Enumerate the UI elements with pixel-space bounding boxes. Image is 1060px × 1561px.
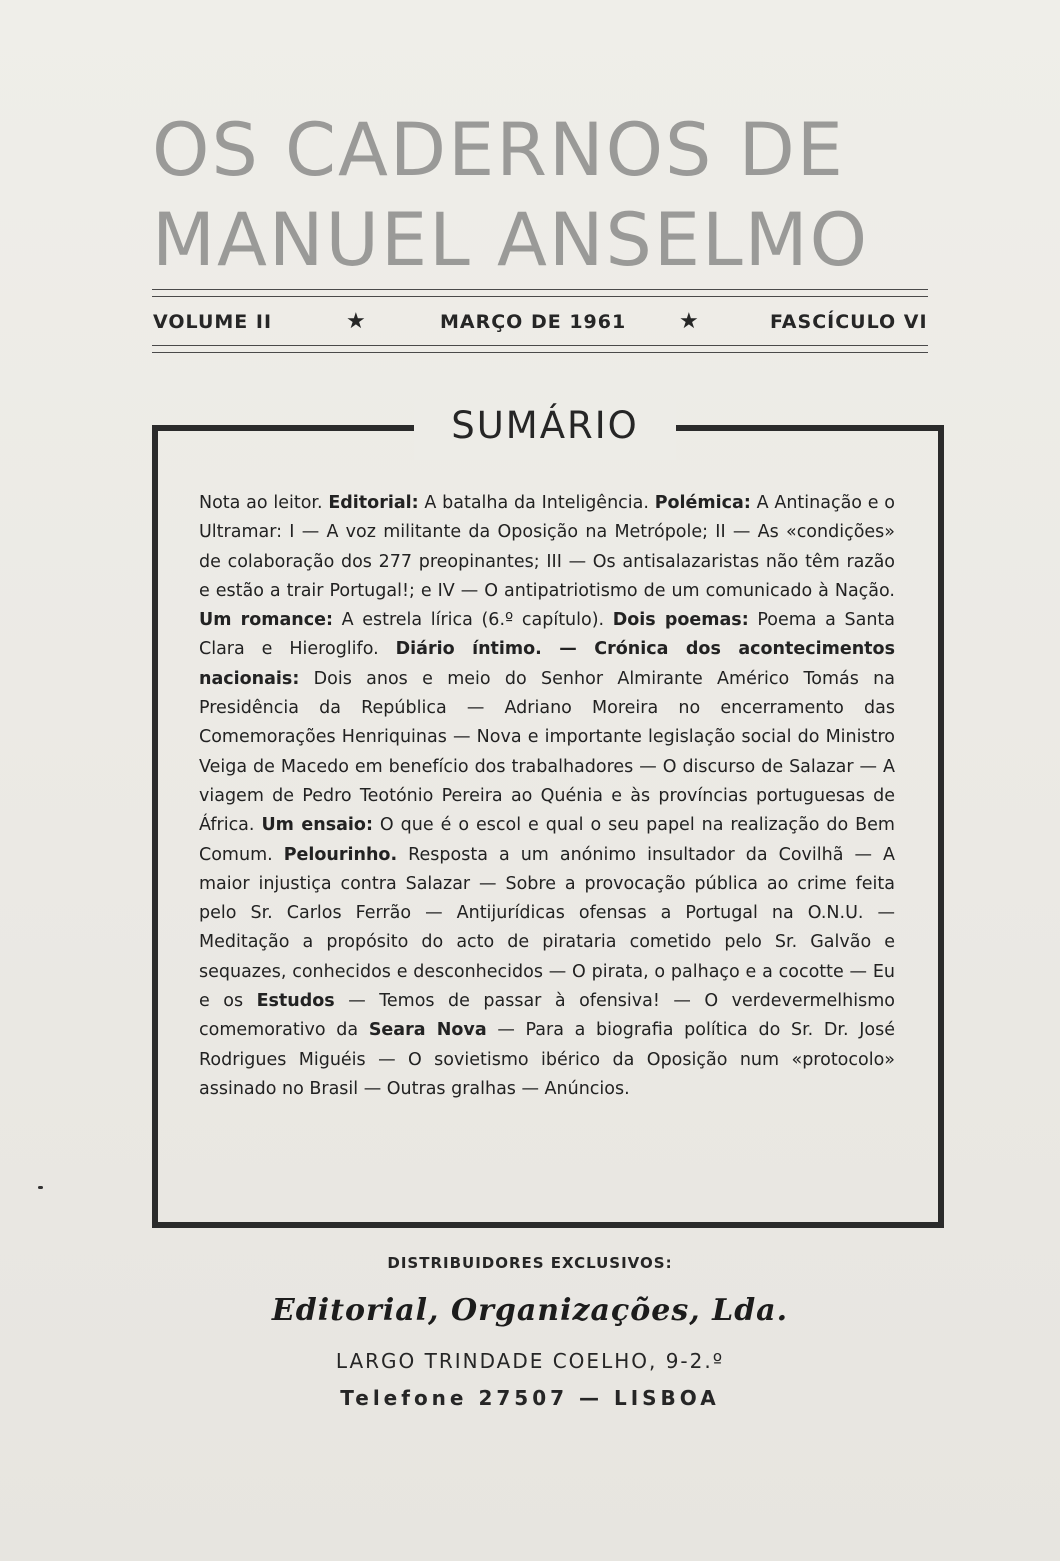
star-icon: ★ (346, 309, 366, 334)
summary-segment: O que é o escol e qual o seu papel na realização do Bem Comum. (199, 815, 895, 865)
distributors-label: DISTRIBUIDORES EXCLUSIVOS: (387, 1254, 673, 1272)
star-icon: ★ (679, 309, 699, 334)
summary-section-label: Estudos (256, 991, 335, 1012)
summary-heading: SUMÁRIO (451, 404, 639, 447)
summary-section-label: Polémica: (654, 493, 751, 513)
magazine-title-line-1: OS CADERNOS DE (152, 108, 845, 193)
summary-segment: — Temos de passar à ofensiva! — O verdevermelhismo comemorativo da (199, 991, 895, 1041)
publisher-name: Editorial, Organizações, Lda. (271, 1293, 789, 1328)
summary-segment: — Para a biografia política do Sr. Dr. José Rodrigues Miguéis — O sovietismo ibérico da Oposição num «protocolo» assinado no Brasil — Outras gralhas — Anúncios. (199, 1020, 895, 1099)
fascicle-label: FASCÍCULO VI (770, 311, 928, 333)
summary-text (199, 489, 895, 1104)
summary-section-label: Um romance: (199, 610, 333, 631)
summary-section-label: Um ensaio: (261, 815, 373, 836)
summary-section-label: Editorial: (328, 493, 419, 513)
summary-segment: Nota ao leitor. (199, 493, 329, 513)
summary-section-label: Pelourinho. (283, 844, 398, 865)
summary-segment: A batalha da Inteligência. (418, 493, 655, 513)
summary-section-label: Diário íntimo. — Crónica dos acontecimentos nacionais: (199, 639, 895, 689)
summary-section-label: Dois poemas: (612, 610, 749, 631)
summary-segment: A estrela lírica (6.º capítulo). (333, 610, 613, 631)
publisher-address: LARGO TRINDADE COELHO, 9-2.º (335, 1349, 725, 1373)
issue-date: MARÇO DE 1961 (440, 311, 627, 333)
header-double-rule-top (152, 289, 928, 297)
paper-speck (38, 1186, 43, 1189)
header-double-rule-bottom (152, 345, 928, 353)
magazine-title-line-2: MANUEL ANSELMO (152, 198, 870, 283)
summary-section-label: Seara Nova (368, 1020, 487, 1041)
summary-segment: Resposta a um anónimo insultador da Covilhã — A maior injustiça contra Salazar — Sobre a provocação pública ao crime feita pelo Sr. Carlos Ferrão — Antijurídicas ofensas a Portugal na O.N.U. — Meditação a propósito do acto de pirataria cometido pelo Sr. Galvão e sequazes, conhecidos e desconhecidos — O pirata, o palhaço e a cocotte — Eu e os (199, 844, 895, 1012)
summary-segment: Poema a Santa Clara e Hieroglifo. (199, 610, 895, 660)
summary-segment: Dois anos e meio do Senhor Almirante Américo Tomás na Presidência da República — Adriano Moreira no encerramento das Comemorações Henriquinas — Nova e importante legislação social do Ministro Veiga de Macedo em benefício dos trabalhadores — O discurso de Salazar — A viagem de Pedro Teotónio Pereira ao Quénia e às províncias portuguesas de África. (199, 668, 895, 836)
publisher-phone-city: Telefone 27507 — LISBOA (340, 1386, 720, 1410)
summary-segment: A Antinação e o Ultramar: I — A voz militante da Oposição na Metrópole; II — As «condições» de colaboração dos 277 preopinantes; III — Os antisalazaristas não têm razão e estão a trair Portugal!; e IV — O antipatriotismo de um comunicado à Nação. (199, 493, 895, 601)
volume-label: VOLUME II (153, 311, 273, 333)
